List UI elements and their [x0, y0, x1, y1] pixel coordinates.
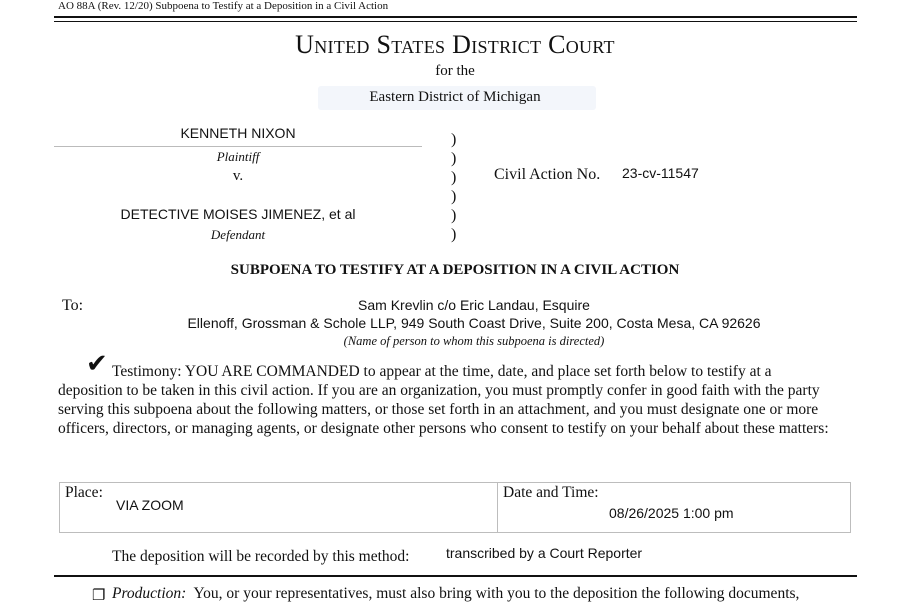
caption-bracket: ) — [451, 226, 457, 243]
production-text — [112, 585, 799, 603]
header-rule-thick — [54, 16, 857, 18]
recipient-caption: (Name of person to whom this subpoena is directed) — [343, 334, 605, 348]
section-rule — [54, 575, 857, 577]
for-the-text: for the — [435, 63, 475, 79]
recording-method-label: The deposition will be recorded by this method: — [112, 548, 410, 565]
testimony-paragraph — [58, 362, 858, 438]
production-label: Production: — [112, 585, 187, 602]
caption-bracket: ) — [451, 150, 457, 167]
plaintiff-label: Plaintiff — [216, 149, 260, 164]
to-label: To: — [62, 297, 84, 314]
defendant-label: Defendant — [210, 227, 266, 242]
place-field[interactable]: VIA ZOOM — [116, 497, 184, 513]
court-title: United States District Court — [295, 30, 615, 59]
datetime-field[interactable]: 08/26/2025 1:00 pm — [609, 505, 734, 521]
recipient-name-field[interactable]: Sam Krevlin c/o Eric Landau, Esquire — [358, 297, 590, 313]
testimony-checkbox[interactable]: ✔ — [86, 349, 108, 378]
recording-method-field[interactable]: transcribed by a Court Reporter — [446, 545, 643, 561]
defendant-name-field[interactable]: DETECTIVE MOISES JIMENEZ, et al — [120, 206, 356, 222]
production-checkbox[interactable]: ❐ — [92, 588, 106, 604]
district-field[interactable]: Eastern District of Michigan — [369, 89, 541, 105]
caption-bracket: ) — [451, 169, 457, 186]
place-label: Place: — [65, 484, 103, 501]
datetime-label: Date and Time: — [503, 484, 599, 501]
table-divider — [497, 483, 498, 532]
civil-action-label: Civil Action No. — [494, 166, 601, 183]
versus-text: v. — [232, 168, 244, 184]
testimony-text-rest: deposition to be taken in this civil action. If you are an organization, you must promptly confer in good faith with the party serving this subpoena about the following matters, or those set forth in an attachment, and you must designate one or more officers, directors, or managing agents, or designate other persons who consent to testify on your behalf about these matters: — [58, 382, 829, 437]
caption-bracket: ) — [451, 188, 457, 205]
subpoena-heading: SUBPOENA TO TESTIFY AT A DEPOSITION IN A CIVIL ACTION — [230, 262, 680, 278]
plaintiff-underline — [54, 146, 422, 147]
caption-bracket: ) — [451, 131, 457, 148]
form-identifier: AO 88A (Rev. 12/20) Subpoena to Testify at a Deposition in a Civil Action — [58, 0, 389, 12]
testimony-text-line1: Testimony: YOU ARE COMMANDED to appear at the time, date, and place set forth below to testify at a — [112, 363, 772, 380]
header-rule-thin — [54, 21, 857, 22]
caption-bracket: ) — [451, 207, 457, 224]
civil-action-number-field[interactable]: 23-cv-11547 — [622, 165, 699, 181]
production-body: You, or your representatives, must also bring with you to the deposition the following documents, — [193, 585, 800, 602]
recipient-address-field[interactable]: Ellenoff, Grossman & Schole LLP, 949 South Coast Drive, Suite 200, Costa Mesa, CA 92626 — [187, 315, 761, 331]
plaintiff-name-field[interactable]: KENNETH NIXON — [180, 125, 296, 141]
